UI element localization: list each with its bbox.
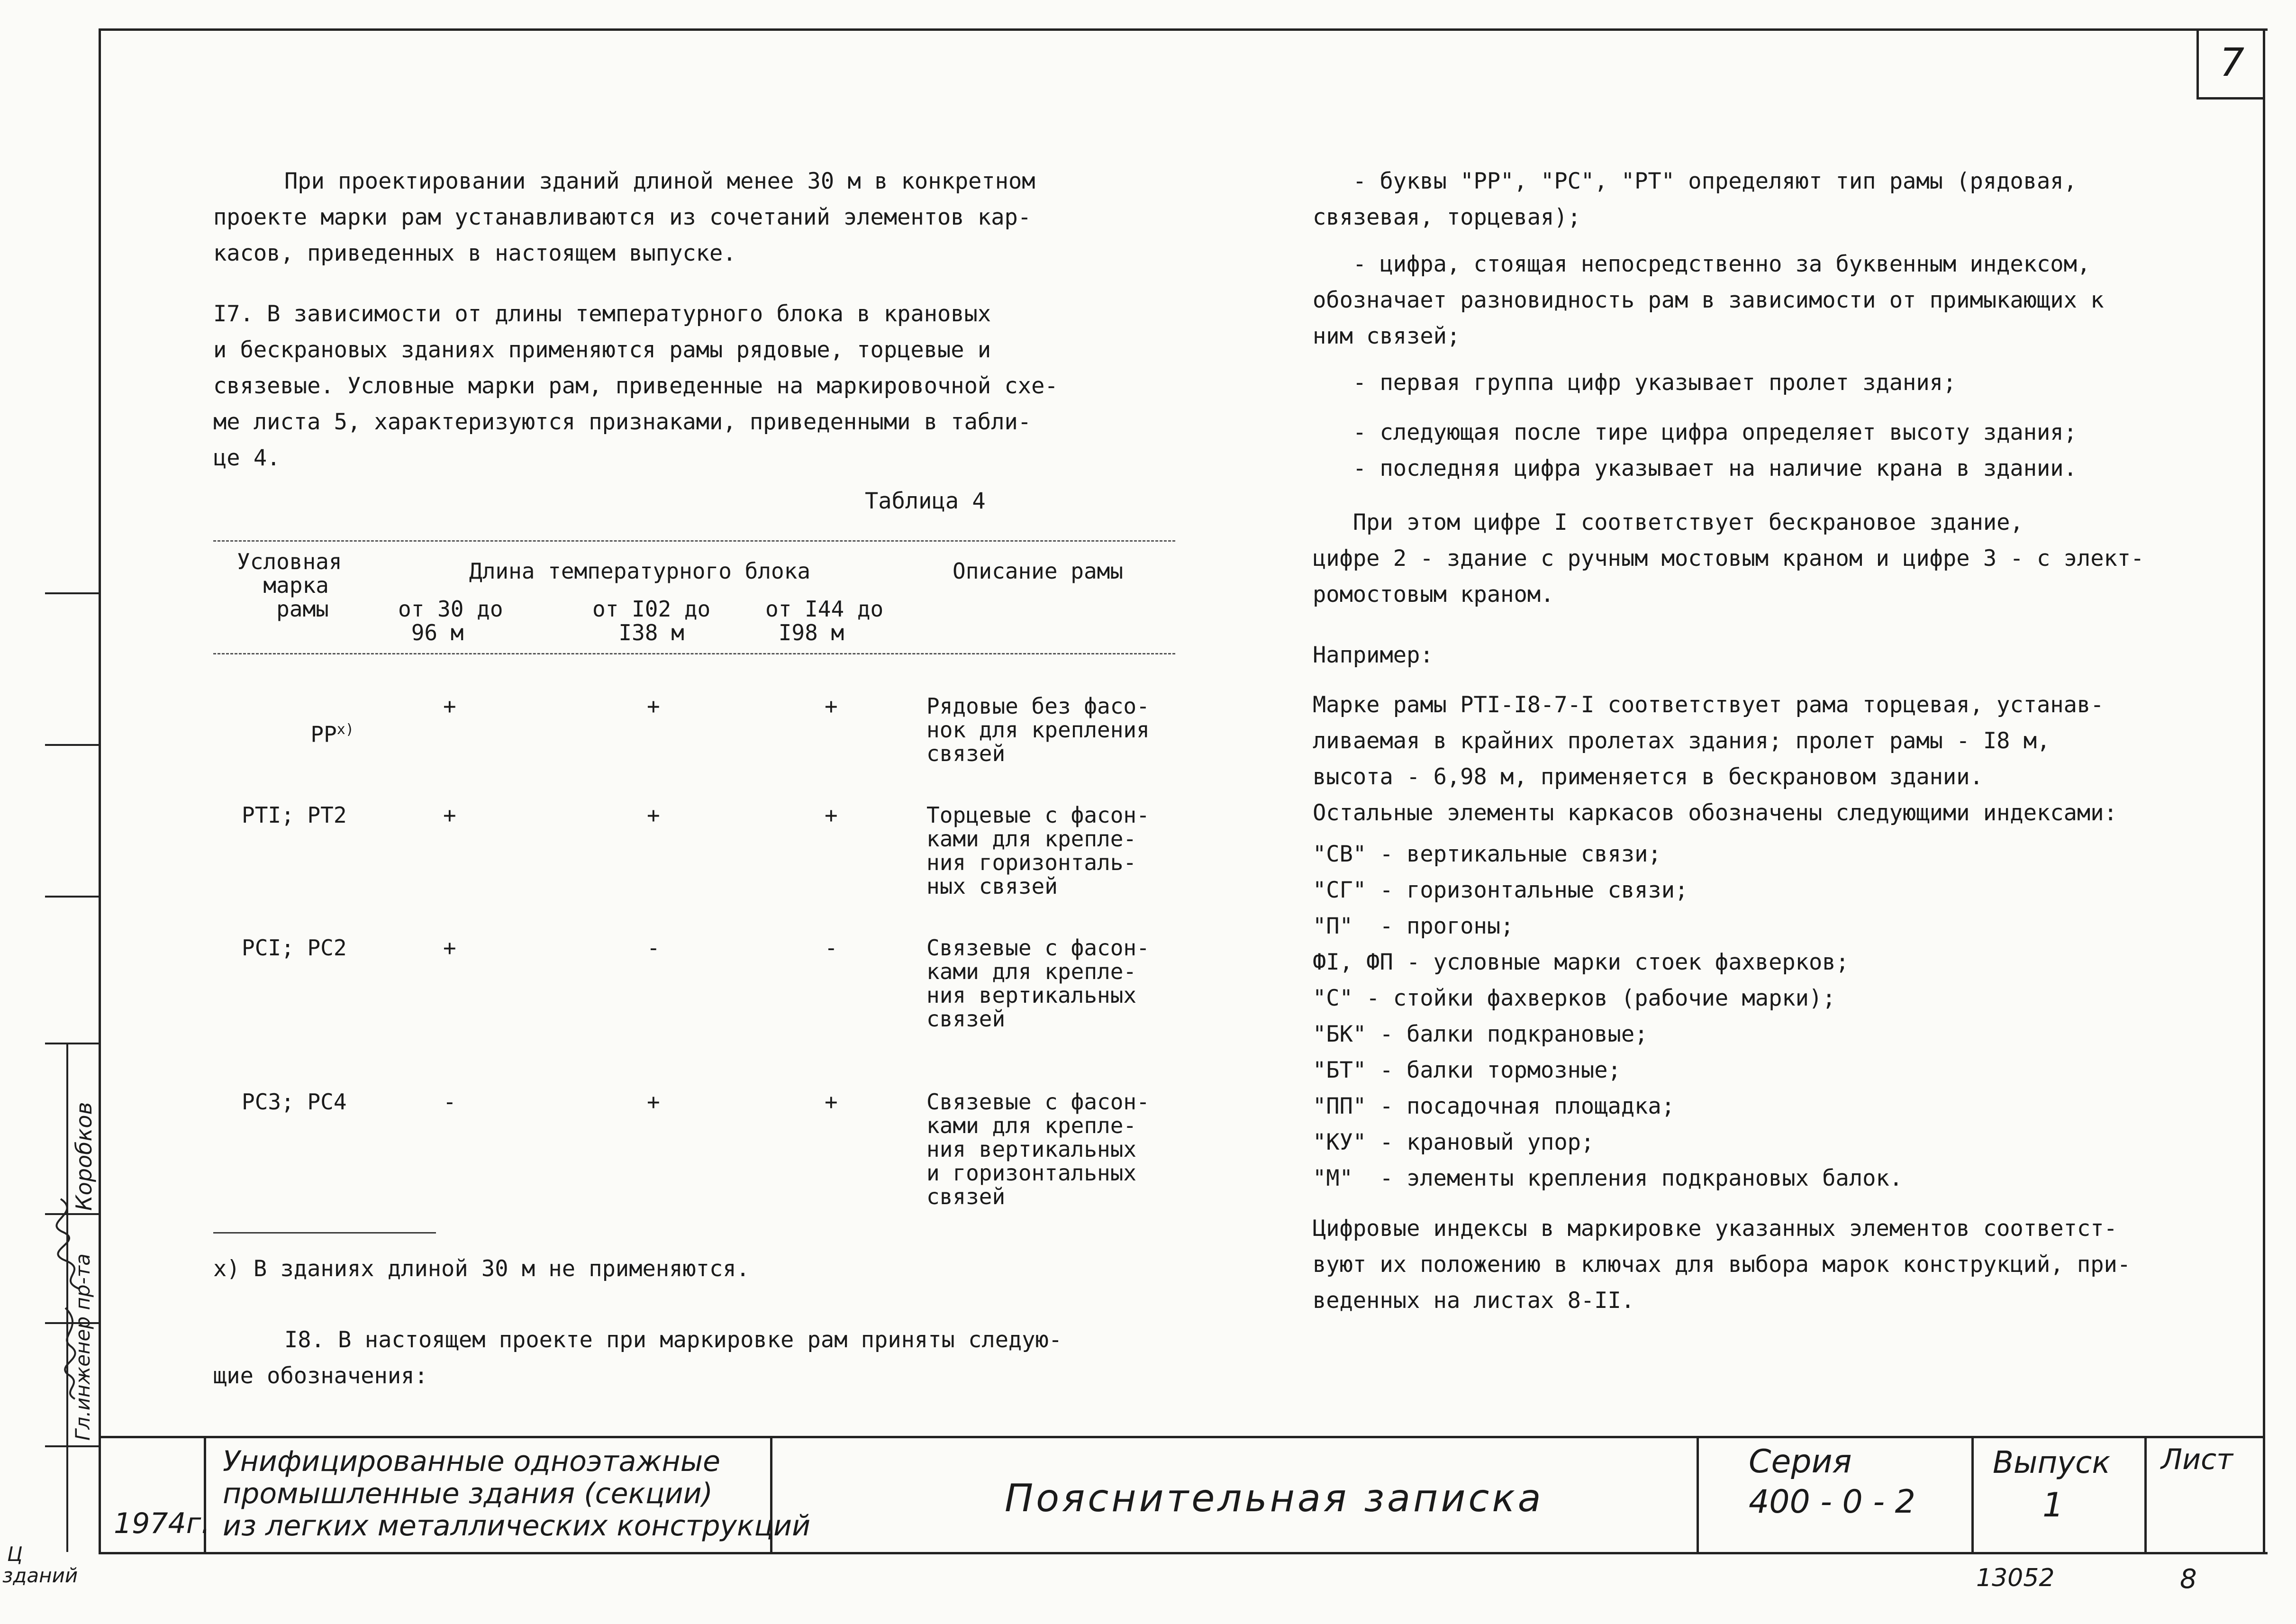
table-header-mark: Условная марка рамы	[237, 549, 342, 622]
strip-role-label: Гл.инженер пр-та	[71, 1253, 94, 1441]
title-block-series-label: Серия	[1749, 1443, 1852, 1480]
footnote: x) В зданиях длиной 30 м не применяются.	[213, 1256, 750, 1282]
example-label: Например:	[1313, 642, 1434, 668]
table-row-2-range-2: +	[647, 802, 660, 828]
title-block-divider	[1971, 1436, 1974, 1554]
table-row-4-range-3: +	[825, 1089, 838, 1115]
title-block-doc-title: Пояснительная записка	[1005, 1476, 1544, 1520]
strip-divider	[45, 592, 100, 594]
table-row-1-range-2: +	[647, 693, 660, 719]
table-row-2-range-3: +	[825, 802, 838, 828]
frame-bottom-border	[99, 1552, 2268, 1554]
table-row-2-range-1: +	[443, 802, 456, 828]
title-block-year: 1974г.	[114, 1507, 210, 1540]
example-text: Марке рамы РТI-I8-7-I соответствует рама торцевая, устанав- ливаемая в крайних пролетах здания; пролет рамы - I8 м, высота - 6,98 м, применяется в бескрановом здании. Остальные элементы каркасов обозначены следующими индексами:	[1313, 692, 2117, 826]
title-block-issue-value: 1	[2042, 1486, 2064, 1524]
table-header-rule	[213, 653, 1175, 654]
table-row-4-range-1: -	[443, 1089, 456, 1115]
table-header-description: Описание рамы	[953, 558, 1124, 584]
sheet-number: 7	[2219, 40, 2245, 85]
strip-name-korobkov: Коробков	[71, 1102, 97, 1211]
frame-top-border	[99, 28, 2268, 31]
right-text-crane-codes: При этом цифре I соответствует бескрановое здание, цифре 2 - здание с ручным мостовым краном и цифре 3 - с элект- ромостовым краном.	[1313, 509, 2144, 608]
sheet-number-box	[2196, 28, 2265, 100]
title-block-top-rule	[99, 1436, 2265, 1438]
table-row-4-range-2: +	[647, 1089, 660, 1115]
title-block-divider	[2144, 1436, 2147, 1554]
table-row-1-description: Рядовые без фасо- нок для крепления связей	[926, 693, 1150, 766]
paragraph-intro: При проектировании зданий длиной менее 30 м в конкретном проекте марки рам устанавливаются из сочетаний элементов кар- касов, приведенных в настоящем выпуске.	[213, 168, 1035, 266]
paragraph-17: I7. В зависимости от длины температурного блока в крановых и бескрановых зданиях применяются рамы рядовые, торцевые и связевые. Условные марки рам, приведенные на маркировочной схе- ме листа 5, характеризуются признаками, приведенными в табли- це 4.	[213, 301, 1058, 471]
binding-strip-line	[66, 1043, 68, 1552]
frame-right-border	[2263, 28, 2265, 1554]
title-block-sheet-label: Лист	[2161, 1443, 2233, 1476]
title-block-issue-label: Выпуск	[1993, 1445, 2110, 1480]
table-caption: Таблица 4	[865, 488, 986, 514]
archive-number: 13052	[1976, 1564, 2055, 1592]
right-text-letters: - буквы "РР", "РС", "РТ" определяют тип рамы (рядовая, связевая, торцевая);	[1313, 168, 2077, 230]
table-header-range-3: от I44 до I98 м	[765, 596, 884, 645]
strip-corner-top: Ц	[7, 1542, 23, 1566]
index-list: "СВ" - вертикальные связи; "СГ" - горизонтальные связи; "П" - прогоны; ФI, ФП - условные марки стоек фахверков; "С" - стойки фахверков (рабочие марки); "БК" - балки подкрановые; "БТ" - балки тормозные; "ПП" - посадочная площадка; "КУ" - крановый упор; "М" - элементы крепления подкрановых балок.	[1313, 841, 1903, 1191]
page-number: 8	[2180, 1564, 2197, 1595]
table-header-range-2: от I02 до I38 м	[592, 596, 711, 645]
table-row-1-mark: РР$^{x)}$	[310, 721, 354, 747]
strip-divider	[45, 1043, 100, 1044]
table-row-4-mark: РС3; РС4	[242, 1089, 347, 1115]
table-row-1-range-3: +	[825, 693, 838, 719]
right-text-first-group: - первая группа цифр указывает пролет здания;	[1313, 370, 1957, 396]
strip-divider	[45, 896, 100, 898]
title-block-project: Унифицированные одноэтажные промышленные здания (секции) из легких металлических конструкций	[223, 1445, 811, 1542]
title-block-series-value: 400 - 0 - 2	[1749, 1483, 1915, 1521]
table-header-range-1: от 30 до 96 м	[398, 596, 503, 645]
title-block-divider	[1697, 1436, 1699, 1554]
table-row-3-mark: РСI; РС2	[242, 935, 347, 961]
right-text-digit: - цифра, стоящая непосредственно за буквенным индексом, обозначает разновидность рам в зависимости от примыкающих к ним связей;	[1313, 251, 2104, 349]
table-row-1-range-1: +	[443, 693, 456, 719]
table-top-rule	[213, 540, 1175, 542]
table-row-3-range-1: +	[443, 935, 456, 961]
table-header-length-group: Длина температурного блока	[469, 558, 811, 584]
table-row-3-range-2: -	[647, 935, 660, 961]
table-row-2-mark: РТI; РТ2	[242, 802, 347, 828]
table-row-4-description: Связевые с фасон- ками для крепле- ния вертикальных и горизонтальных связей	[926, 1089, 1150, 1209]
right-text-height-crane: - следующая после тире цифра определяет высоту здания; - последняя цифра указывает на наличие крана в здании.	[1352, 419, 2077, 481]
strip-divider	[45, 1445, 100, 1447]
paragraph-18: I8. В настоящем проекте при маркировке рам приняты следую- щие обозначения:	[213, 1327, 1062, 1389]
table-row-2-description: Торцевые с фасон- ками для крепле- ния горизонталь- ных связей	[926, 802, 1150, 899]
table-row-3-description: Связевые с фасон- ками для крепле- ния вертикальных связей	[926, 935, 1150, 1032]
footnote-rule	[213, 1232, 436, 1234]
closing-paragraph: Цифровые индексы в маркировке указанных элементов соответст- вуют их положению в ключах для выбора марок конструкций, при- веденных на листах 8-II.	[1313, 1216, 2131, 1314]
strip-divider	[45, 744, 100, 746]
table-row-3-range-3: -	[825, 935, 838, 961]
strip-corner-label: зданий	[2, 1564, 78, 1587]
frame-left-border	[99, 28, 101, 1554]
